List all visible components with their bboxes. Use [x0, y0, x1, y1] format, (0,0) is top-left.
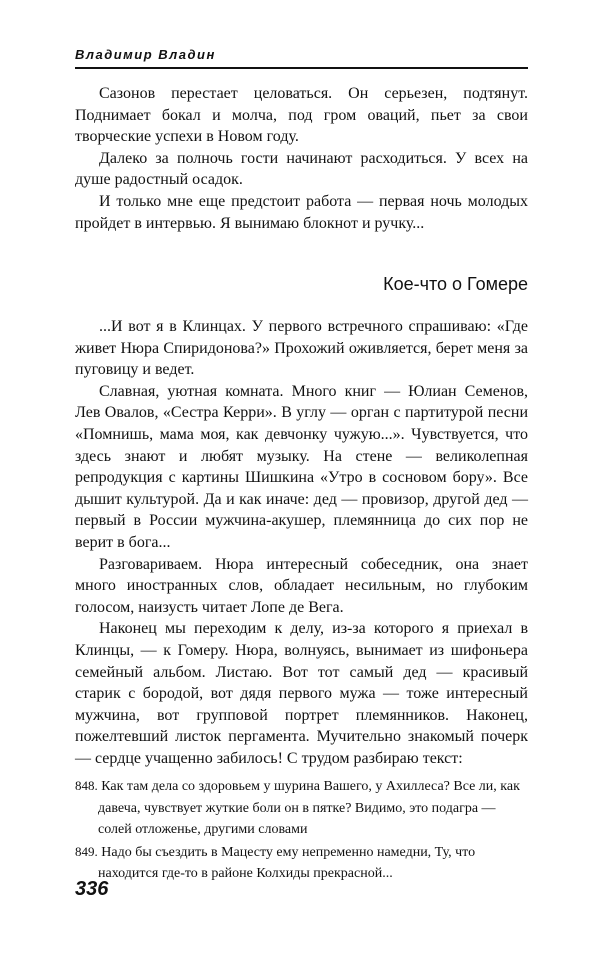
section-title: Кое-что о Гомере — [383, 274, 528, 294]
page-number: 336 — [75, 878, 109, 900]
paragraph: Сазонов перестает целоваться. Он серьезен, подтянут. Поднимает бокал и молча, под гром оваций, пьет за свои творческие успехи в Новом году. — [75, 85, 528, 146]
verse-item — [75, 841, 528, 885]
text-block-main — [75, 316, 528, 769]
verse-list — [75, 775, 528, 885]
paragraph: Далеко за полночь гости начинают расходиться. У всех на душе радостный осадок. — [75, 149, 528, 189]
verse-text: Надо бы съездить в Мацесту ему непременно намедни, Ту, что находится где-то в районе Колхиды прекрасной... — [98, 844, 476, 881]
header-rule — [75, 67, 528, 69]
verse-text: Как там дела со здоровьем у шурина Вашего, у Ахиллеса? Все ли, как давеча, чувствует жуткие боли он в пятке? Видимо, это подагра — солей отложенье, другими словами — [98, 779, 520, 837]
verse-number: 849. — [75, 843, 98, 859]
verse-number: 848. — [75, 778, 98, 793]
paragraph: ...И вот я в Клинцах. У первого встречного спрашиваю: «Где живет Нюра Спиридонова?» Прохожий оживляется, берет меня за пуговицу и ведет. — [75, 318, 528, 379]
paragraph: И только мне еще предстоит работа — первая ночь молодых пройдет в интервью. Я вынимаю блокнот и ручку... — [75, 192, 528, 232]
paragraph: Славная, уютная комната. Много книг — Юлиан Семенов, Лев Овалов, «Сестра Керри». В углу — орган с партитурой песни «Помнишь, мама моя, как девчонку чужую...». Чувствуется, что здесь знают и любят музыку. На стене — великолепная репродукция с картины Шишкина «Утро в сосновом бору». Все дышит культурой. Да и как иначе: дед — провизор, другой дед — первый в России мужчина-акушер, племянница до сих пор не верит в бога... — [75, 382, 528, 551]
paragraph: Наконец мы переходим к делу, из-за которого я приехал в Клинцы, — к Гомеру. Нюра, волнуясь, вынимает из шифоньера семейный альбом. Листаю. Вот тот самый дед — красивый старик с бородой, вот дядя первого мужа — тоже интересный мужчина, вот групповой портрет племянников. Наконец, пожелтевший листок пергамента. Мучительно знакомый почерк — сердце учащенно забилось! С трудом разбираю текст: — [75, 620, 528, 767]
verse-item — [75, 775, 528, 841]
paragraph: Разговариваем. Нюра интересный собеседник, она знает много иностранных слов, обладает несильным, но глубоким голосом, наизусть читает Лопе де Вега. — [75, 555, 528, 616]
text-block-intro — [75, 83, 528, 234]
running-head-author: Владимир Владин — [75, 47, 216, 62]
